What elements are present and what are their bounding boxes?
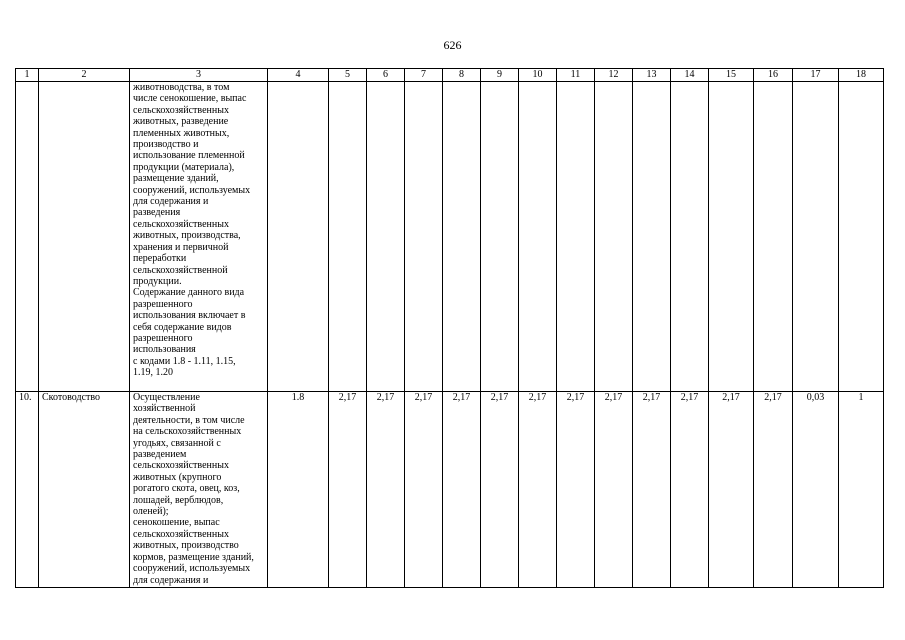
description-line: угодьях, связанной с: [133, 437, 221, 449]
value-cell: 2,17: [405, 392, 443, 588]
description-line: сооружений, используемых: [133, 563, 251, 575]
continuation-description-cell: [130, 82, 268, 392]
empty-cell: [405, 82, 443, 392]
description-line: сооружений, используемых: [133, 184, 251, 196]
description-line: использования: [133, 344, 196, 356]
row-name-cell: Скотоводство: [39, 392, 130, 588]
empty-cell: [481, 82, 519, 392]
value-cell: 2,17: [481, 392, 519, 588]
header-cell: 9: [481, 69, 519, 82]
description-line: 1.19, 1.20: [133, 367, 173, 379]
header-row: [16, 69, 884, 82]
empty-cell: [519, 82, 557, 392]
description-line: для содержания и: [133, 574, 209, 586]
value-cell: 2,17: [595, 392, 633, 588]
description-line: сельскохозяйственной: [133, 264, 228, 276]
description-line: хранения и первичной: [133, 241, 229, 253]
description-line: Содержание данного вида: [133, 287, 245, 299]
description-line: животных, производство: [133, 540, 239, 552]
description-line: использование племенной: [133, 150, 245, 162]
empty-cell: [754, 82, 793, 392]
value-cell: 2,17: [519, 392, 557, 588]
description-line: сельскохозяйственных: [133, 460, 229, 472]
description-line: себя содержание видов: [133, 321, 232, 333]
description-line: на сельскохозяйственных: [133, 426, 242, 438]
header-cell: 4: [268, 69, 329, 82]
description-line: сельскохозяйственных: [133, 104, 229, 116]
description-line: животных, разведение: [133, 116, 229, 128]
value-cell: 2,17: [671, 392, 709, 588]
empty-cell: [268, 82, 329, 392]
empty-cell: [793, 82, 839, 392]
page-number: 626: [443, 38, 462, 52]
header-cell: 17: [793, 69, 839, 82]
empty-cell: [329, 82, 367, 392]
empty-cell: [839, 82, 884, 392]
header-cell: 6: [367, 69, 405, 82]
description-line: Осуществление: [133, 392, 200, 403]
continuation-number-cell: [16, 82, 39, 392]
empty-cell: [557, 82, 595, 392]
row-number-cell: 10.: [16, 392, 39, 588]
description-line: переработки: [133, 253, 187, 265]
empty-cell: [443, 82, 481, 392]
description-line: сельскохозяйственных: [133, 218, 229, 230]
row-description: [133, 392, 264, 586]
empty-cell: [367, 82, 405, 392]
continuation-name-cell: [39, 82, 130, 392]
header-cell: 16: [754, 69, 793, 82]
description-line: сельскохозяйственных: [133, 528, 229, 540]
table-row: [16, 392, 884, 588]
value-cell: 0,03: [793, 392, 839, 588]
row-description-cell: [130, 392, 268, 588]
description-line: размещение зданий,: [133, 173, 219, 185]
value-cell: 1.8: [268, 392, 329, 588]
value-cell: 2,17: [633, 392, 671, 588]
header-cell: 14: [671, 69, 709, 82]
description-line: животных, производства,: [133, 230, 241, 242]
continuation-description: [133, 82, 264, 379]
value-cell: 1: [839, 392, 884, 588]
description-line: лошадей, верблюдов,: [133, 494, 224, 506]
continuation-row: [16, 82, 884, 392]
description-line: разведением: [133, 449, 187, 461]
description-line: кормов, размещение зданий,: [133, 551, 254, 563]
description-line: для содержания и: [133, 196, 209, 208]
header-cell: 1: [16, 69, 39, 82]
header-cell: 3: [130, 69, 268, 82]
value-cell: 2,17: [329, 392, 367, 588]
header-cell: 15: [709, 69, 754, 82]
empty-cell: [633, 82, 671, 392]
description-line: разрешенного: [133, 298, 193, 310]
description-line: рогатого скота, овец, коз,: [133, 483, 240, 495]
header-cell: 11: [557, 69, 595, 82]
empty-cell: [671, 82, 709, 392]
description-line: сенокошение, выпас: [133, 517, 220, 529]
value-cell: 2,17: [367, 392, 405, 588]
description-line: использования включает в: [133, 310, 246, 322]
value-cell: 2,17: [443, 392, 481, 588]
description-line: продукции (материала),: [133, 161, 235, 173]
land-use-table: [15, 68, 884, 588]
description-line: продукции.: [133, 275, 182, 287]
description-line: производство и: [133, 139, 199, 151]
header-cell: 13: [633, 69, 671, 82]
description-line: животных (крупного: [133, 471, 222, 483]
header-cell: 5: [329, 69, 367, 82]
description-line: разведения: [133, 207, 181, 219]
header-cell: 12: [595, 69, 633, 82]
header-cell: 18: [839, 69, 884, 82]
description-line: оленей);: [133, 506, 169, 518]
value-cell: 2,17: [709, 392, 754, 588]
header-cell: 10: [519, 69, 557, 82]
description-line: племенных животных,: [133, 127, 230, 139]
empty-cell: [595, 82, 633, 392]
value-cell: 2,17: [754, 392, 793, 588]
value-cell: 2,17: [557, 392, 595, 588]
description-line: животноводства, в том: [133, 82, 230, 93]
description-line: разрешенного: [133, 332, 193, 344]
empty-cell: [709, 82, 754, 392]
header-cell: 2: [39, 69, 130, 82]
description-line: с кодами 1.8 - 1.11, 1.15,: [133, 355, 236, 367]
description-line: хозяйственной: [133, 403, 196, 415]
header-cell: 8: [443, 69, 481, 82]
header-cell: 7: [405, 69, 443, 82]
description-line: числе сенокошение, выпас: [133, 93, 247, 105]
description-line: деятельности, в том числе: [133, 414, 245, 426]
